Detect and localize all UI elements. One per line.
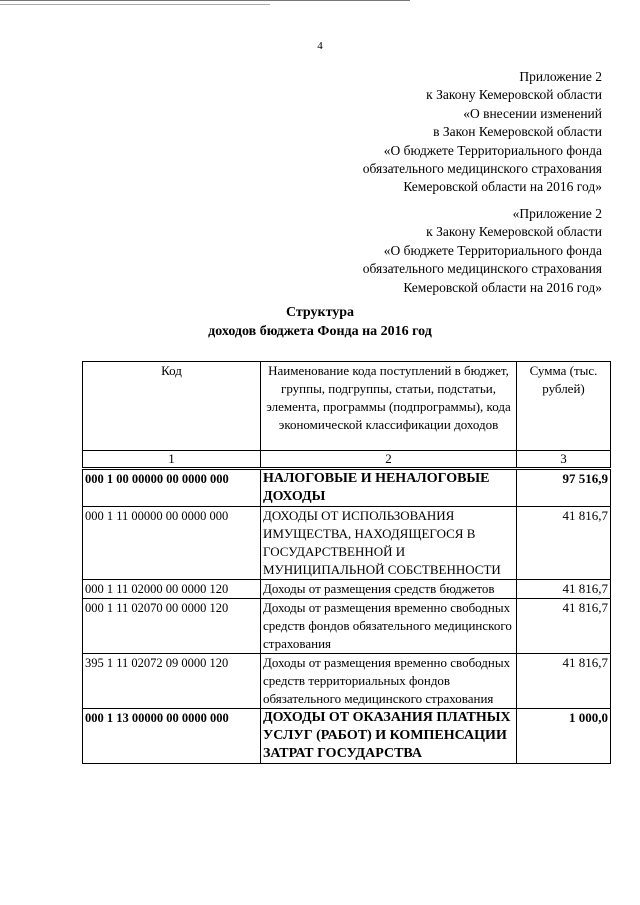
row-name: НАЛОГОВЫЕ И НЕНАЛОГОВЫЕ ДОХОДЫ xyxy=(261,469,517,507)
table-row xyxy=(83,580,611,599)
appendix-line: Приложение 2 xyxy=(519,69,602,84)
income-structure-table xyxy=(82,361,611,764)
appendix-line: Кемеровской области на 2016 год» xyxy=(403,279,602,295)
column-number-row xyxy=(83,451,611,469)
row-sum: 41 816,7 xyxy=(517,599,611,654)
appendix-line: «О бюджете Территориального фонда xyxy=(383,242,602,258)
header-sum: Сумма (тыс. рублей) xyxy=(517,362,611,451)
scan-top-rule-2 xyxy=(0,4,270,5)
row-sum: 41 816,7 xyxy=(517,507,611,580)
row-code: 000 1 11 02070 00 0000 120 xyxy=(83,599,261,654)
row-name: Доходы от размещения временно свободных средств фондов обязательного медицинского страхования xyxy=(261,599,517,654)
row-sum: 41 816,7 xyxy=(517,654,611,709)
row-name: ДОХОДЫ ОТ ИСПОЛЬЗОВАНИЯ ИМУЩЕСТВА, НАХОДЯЩЕГОСЯ В ГОСУДАРСТВЕННОЙ И МУНИЦИПАЛЬНОЙ СОБСТВЕННОСТИ xyxy=(261,507,517,580)
appendix-line: «О внесении изменений xyxy=(463,105,602,121)
row-code: 000 1 11 00000 00 0000 000 xyxy=(83,507,261,580)
row-sum: 97 516,9 xyxy=(517,469,611,507)
appendix-line: обязательного медицинского страхования xyxy=(362,261,602,277)
table-row xyxy=(83,654,611,709)
appendix-line: к Закону Кемеровской области xyxy=(426,87,602,103)
page-number: 4 xyxy=(317,40,323,52)
table-header-row xyxy=(83,362,611,451)
row-sum: 41 816,7 xyxy=(517,580,611,599)
row-code: 000 1 11 02000 00 0000 120 xyxy=(83,580,261,599)
appendix-line: обязательного медицинского страхования xyxy=(362,161,602,177)
title-line-1: Структура xyxy=(285,305,355,320)
appendix-line: в Закон Кемеровской области xyxy=(433,124,602,140)
table-row xyxy=(83,507,611,580)
header-code: Код xyxy=(83,362,261,451)
document-title xyxy=(0,303,640,341)
appendix-line: «О бюджете Территориального фонда xyxy=(383,142,602,158)
table-row xyxy=(83,599,611,654)
column-number: 2 xyxy=(261,451,517,469)
row-name: Доходы от размещения временно свободных средств территориальных фондов обязательного медицинского страхования xyxy=(261,654,517,709)
row-sum: 1 000,0 xyxy=(517,709,611,764)
row-code: 000 1 00 00000 00 0000 000 xyxy=(83,469,261,507)
appendix-header-old xyxy=(363,205,602,297)
table-row xyxy=(83,709,611,764)
row-name: ДОХОДЫ ОТ ОКАЗАНИЯ ПЛАТНЫХ УСЛУГ (РАБОТ) И КОМПЕНСАЦИИ ЗАТРАТ ГОСУДАРСТВА xyxy=(261,709,517,764)
row-name: Доходы от размещения средств бюджетов xyxy=(261,580,517,599)
row-code: 000 1 13 00000 00 0000 000 xyxy=(83,709,261,764)
header-name: Наименование кода поступлений в бюджет, группы, подгруппы, статьи, подстатьи, элемента, программы (подпрограммы), кода экономической классификации доходов xyxy=(261,362,517,451)
table-row xyxy=(83,469,611,507)
appendix-line: к Закону Кемеровской области xyxy=(426,224,602,240)
title-line-2: доходов бюджета Фонда на 2016 год xyxy=(208,324,432,339)
appendix-header-new xyxy=(363,68,602,197)
column-number: 3 xyxy=(517,451,611,469)
appendix-line: «Приложение 2 xyxy=(512,206,602,221)
row-code: 395 1 11 02072 09 0000 120 xyxy=(83,654,261,709)
column-number: 1 xyxy=(83,451,261,469)
appendix-line: Кемеровской области на 2016 год» xyxy=(403,179,602,195)
scan-top-rule xyxy=(0,0,410,1)
